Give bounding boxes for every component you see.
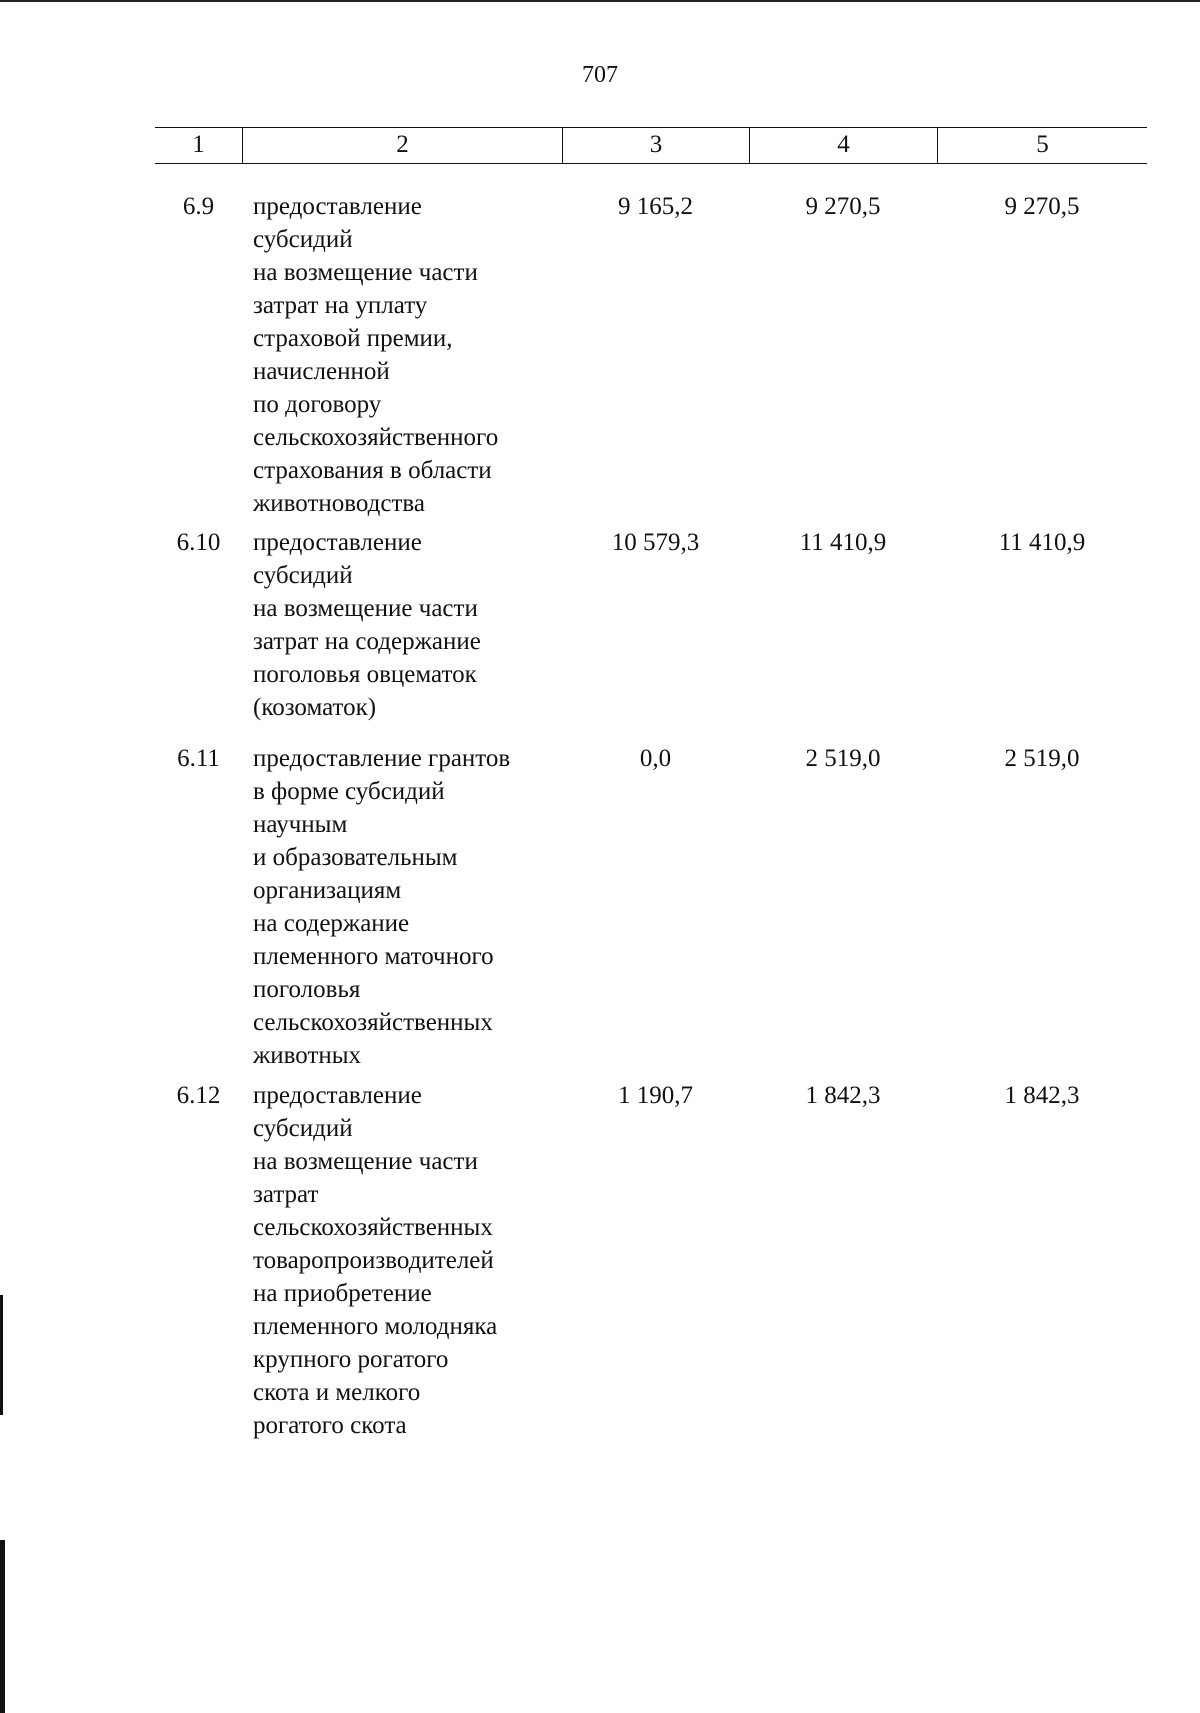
description-line: начисленной — [253, 358, 390, 385]
description-line: на приобретение — [253, 1280, 432, 1307]
value-col-5: 11 410,9 — [998, 529, 1086, 556]
description-line: затрат на уплату — [253, 292, 428, 319]
description-line: на возмещение части — [253, 259, 478, 286]
description-line: предоставление грантов — [253, 745, 511, 772]
value-col-4: 11 410,9 — [799, 529, 887, 556]
row-description — [242, 526, 562, 724]
description-line: скота и мелкого — [253, 1379, 421, 1406]
table-row — [155, 1079, 1147, 1442]
description-line: на содержание — [253, 910, 410, 937]
description-line: страховой премии, — [253, 325, 453, 352]
value-col-3: 0,0 — [639, 745, 672, 772]
value-col-3: 9 165,2 — [618, 193, 693, 220]
row-number: 6.9 — [182, 193, 215, 220]
description-line: (козоматок) — [253, 694, 377, 721]
page-number: 707 — [582, 62, 618, 88]
header-cell-1: 1 — [192, 131, 205, 158]
description-line: предоставление — [253, 1082, 422, 1109]
row-description — [242, 190, 562, 520]
description-line: субсидий — [253, 1115, 353, 1142]
table-header — [155, 127, 1147, 164]
description-line: животноводства — [253, 490, 425, 517]
description-line: животных — [253, 1042, 362, 1069]
header-cell-2: 2 — [242, 128, 562, 163]
value-col-4: 1 842,3 — [805, 1082, 881, 1109]
table-row — [155, 526, 1147, 724]
description-line: в форме субсидий — [253, 778, 445, 805]
header-cell-4: 4 — [749, 128, 937, 163]
value-col-4: 9 270,5 — [805, 193, 881, 220]
description-line: сельскохозяйственных — [253, 1214, 493, 1241]
value-col-5: 9 270,5 — [1004, 193, 1080, 220]
scan-left-mark — [0, 1540, 5, 1713]
description-line: по договору — [253, 391, 382, 418]
table-row — [155, 742, 1147, 1072]
value-col-3: 1 190,7 — [618, 1082, 693, 1109]
scan-left-mark — [0, 1295, 3, 1415]
value-col-5: 1 842,3 — [1004, 1082, 1080, 1109]
description-line: племенного молодняка — [253, 1313, 498, 1340]
description-line: поголовья — [253, 976, 361, 1003]
value-col-4: 2 519,0 — [805, 745, 881, 772]
value-col-5: 2 519,0 — [1004, 745, 1080, 772]
description-line: на возмещение части — [253, 1148, 478, 1175]
description-line: организациям — [253, 877, 402, 904]
scan-top-edge — [0, 0, 1200, 2]
description-line: предоставление — [253, 193, 422, 220]
description-line: сельскохозяйственного — [253, 424, 499, 451]
description-line: научным — [253, 811, 348, 838]
value-col-3: 10 579,3 — [611, 529, 700, 556]
row-number: 6.10 — [176, 529, 221, 556]
table-row — [155, 190, 1147, 520]
description-line: на возмещение части — [253, 595, 478, 622]
description-line: субсидий — [253, 226, 353, 253]
description-line: затрат — [253, 1181, 319, 1208]
row-description — [242, 742, 562, 1072]
description-line: сельскохозяйственных — [253, 1009, 493, 1036]
description-line: товаропроизводителей — [253, 1247, 494, 1274]
description-line: страхования в области — [253, 457, 492, 484]
description-line: племенного маточного — [253, 943, 494, 970]
description-line: субсидий — [253, 562, 353, 589]
header-cell-5: 5 — [937, 128, 1147, 163]
description-line: и образовательным — [253, 844, 458, 871]
description-line: поголовья овцематок — [253, 661, 477, 688]
row-number: 6.11 — [177, 745, 220, 772]
description-line: рогатого скота — [253, 1412, 407, 1439]
description-line: затрат на содержание — [253, 628, 481, 655]
row-number: 6.12 — [176, 1082, 221, 1109]
description-line: предоставление — [253, 529, 422, 556]
row-description — [242, 1079, 562, 1442]
description-line: крупного рогатого — [253, 1346, 449, 1373]
header-cell-3: 3 — [562, 128, 749, 163]
